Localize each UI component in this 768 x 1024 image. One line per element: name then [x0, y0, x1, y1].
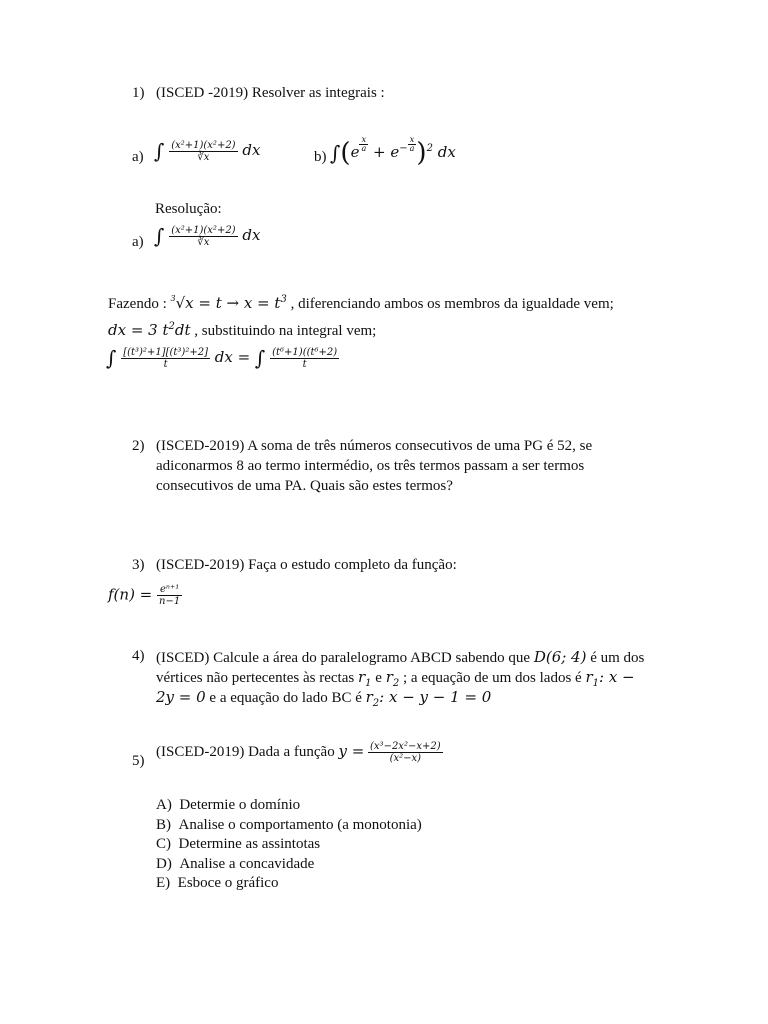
sub-numerator-2: (t⁶+1)((t⁶+2): [272, 346, 338, 358]
q1-a-dx: dx: [242, 141, 261, 159]
resolucao-a-label: a): [132, 234, 144, 250]
q1-a-label: a): [132, 149, 144, 165]
q4-line1: (ISCED) Calcule a área do paralelogramo ABCD sabendo que D(6; 4) é um dos: [156, 648, 645, 666]
q5-number: 5): [132, 753, 145, 769]
fazendo-line: Fazendo : $^3√x = t \to x = t^3$ , diferenciando ambos os membros da igualdade vem;: [108, 294, 614, 312]
q2-number: 2): [132, 438, 145, 454]
q1-title: (ISCED -2019) Resolver as integrais :: [156, 85, 385, 101]
q3-function: [108, 584, 182, 607]
resolucao-heading: Resolução:: [155, 201, 222, 217]
q2-line1: (ISCED-2019) A soma de três números consecutivos de uma PG é 52, se: [156, 438, 593, 454]
q5-title: (ISCED-2019) Dada a função: [156, 743, 335, 760]
q3-f-numerator: eⁿ⁺¹: [157, 584, 182, 596]
q2-line3: consecutivos de uma PA. Quais são estes termos?: [156, 478, 453, 494]
sub-denominator-1: t: [163, 358, 168, 370]
q1-b-exp2-num: x: [408, 136, 417, 145]
fazendo-label: Fazendo :: [108, 296, 167, 312]
q3-title: (ISCED-2019) Faça o estudo completo da função:: [156, 557, 457, 573]
q4-number: 4): [132, 648, 145, 664]
dx-line-text: , substituindo na integral vem;: [194, 323, 377, 339]
q1-b-exp-num: x: [359, 136, 368, 145]
q1-b-label: b): [314, 149, 327, 165]
sub-denominator-2: t: [302, 358, 307, 370]
list-item: A) Determie o domínio: [156, 797, 301, 813]
sub-numerator-1: [(t³)²+1][(t³)²+2]: [123, 346, 208, 358]
q1-a-denominator: ∛x: [197, 151, 210, 163]
q4-line2: vértices não pertecentes às rectas $r_1$ e $r_2$ ; a equação de um dos lados é $r_1$: x −: [156, 668, 635, 689]
q1-b-power: 2: [426, 143, 433, 154]
fazendo-text: , diferenciando ambos os membros da igualdade vem;: [290, 296, 614, 312]
q5-title-line: (ISCED-2019) Dada a função y = $\frac{\text{(x³−2x²−x+2)}}{\text{(x²−x)}}$: [156, 741, 441, 764]
q1-b-exp-den: a: [361, 144, 367, 153]
q3-f-lhs: f(n) =: [108, 585, 153, 604]
dx-line: dx = 3 $t^2dt$ , substituindo na integral vem;: [108, 321, 377, 339]
q1-a-numerator: (x²+1)(x²+2): [171, 139, 236, 151]
q2-line2: adiconarmos 8 ao termo intermédio, os três termos passam a ser termos: [156, 458, 585, 474]
q1-integral-b: ∫(e $\frac{x}{a}$ + e− $\frac{x}{a}$ )$^2$ dx: [330, 135, 456, 168]
q3-f-denominator: n−1: [159, 596, 181, 607]
q1-integral-a: ∫ $\frac{\text{(x²+1)(x²+2)}}{∛x}$ dx: [154, 139, 261, 163]
list-item: B) Analise o comportamento (a monotonia): [156, 816, 422, 833]
list-item: C) Determine as assintotas: [156, 836, 321, 852]
list-item: D) Analise a concavidade: [156, 855, 315, 872]
q5-items-list: [156, 796, 422, 894]
q1-b-dx: dx: [437, 143, 456, 161]
q5-numerator: (x³−2x²−x+2): [370, 741, 441, 752]
q3-number: 3): [132, 557, 145, 573]
q1-number: 1): [132, 85, 145, 101]
list-item: E) Esboce o gráfico: [156, 875, 279, 891]
q4-line3: 2y = 0 e a equação do lado BC é $r_2$: x − y − 1 = 0: [156, 688, 492, 709]
q5-denominator: (x²−x): [389, 753, 422, 764]
resolucao-integral-a: ∫ $\frac{\text{(x²+1)(x²+2)}}{∛x}$ dx: [154, 224, 261, 248]
q4-point-d: D(6; 4): [533, 648, 587, 666]
substitution-integral: ∫ $\frac{\text{[(t³)²+1][(t³)²+2]}}{t}$ dx = ∫ $\frac{\text{(t⁶+1)((t⁶+2)}}{t}$: [106, 346, 338, 370]
